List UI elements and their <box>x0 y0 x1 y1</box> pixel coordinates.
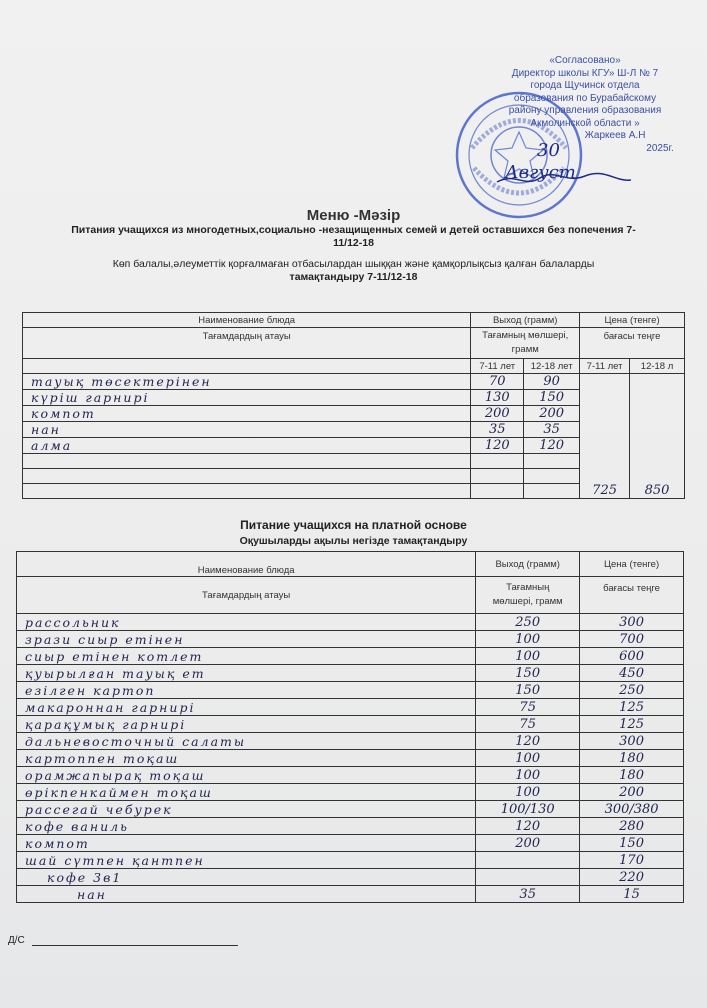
weight-7-11: 200 <box>471 406 524 422</box>
approval-line: города Щучинск отдела <box>530 80 640 91</box>
table-row <box>17 835 684 852</box>
page-title: Меню -Мәзір <box>306 207 401 224</box>
dish-price: 300 <box>580 614 684 631</box>
col-price-ru: Цена (тенге) <box>580 313 685 328</box>
weight-7-11: 70 <box>471 374 524 390</box>
weight-7-11 <box>471 484 524 499</box>
weight-12-18 <box>524 484 580 499</box>
dish-price: 220 <box>580 869 684 886</box>
dish-name: қарақұмық гарнирі <box>17 716 476 733</box>
dish-price: 150 <box>580 835 684 852</box>
dish-name: компот <box>23 406 471 422</box>
dish-name <box>23 454 471 469</box>
table-row <box>17 818 684 835</box>
signature-month: Август <box>505 162 576 183</box>
weight-12-18: 35 <box>524 422 580 438</box>
approval-year: 2025г. <box>646 142 674 154</box>
col-name-kz: Тағамдардың атауы <box>17 577 476 614</box>
dish-weight: 100 <box>476 631 580 648</box>
subtitle-kz-line2: тамақтандыру 7-11/12-18 <box>289 271 418 283</box>
col-name-kz: Тағамдардың атауы <box>23 328 471 359</box>
table-row <box>17 750 684 767</box>
dish-price: 125 <box>580 716 684 733</box>
dish-name: өрікпенкаймен тоқаш <box>17 784 476 801</box>
approval-line: Жаркеев А.Н <box>584 130 646 141</box>
table-row <box>17 886 684 903</box>
menu-table-paid <box>16 551 684 903</box>
dish-price: 700 <box>580 631 684 648</box>
dish-name: кофе ваниль <box>17 818 476 835</box>
weight-7-11: 120 <box>471 438 524 454</box>
dish-name: шай сүтпен қантпен <box>17 852 476 869</box>
dish-price: 125 <box>580 699 684 716</box>
approval-line: «Согласовано» <box>549 55 621 66</box>
paid-section-subtitle: Оқушыларды ақылы негізде тамақтандыру <box>239 535 468 547</box>
col-name-ru: Наименование блюда <box>17 552 476 577</box>
dish-price: 280 <box>580 818 684 835</box>
dish-price: 450 <box>580 665 684 682</box>
dish-price: 15 <box>580 886 684 903</box>
col-out-ru: Выход (грамм) <box>471 313 580 328</box>
table-row <box>17 767 684 784</box>
subtitle-kz-line1: Көп балалы,әлеуметтік қорғалмаған отбасылардан шыққан және қамқорлықсыз қалған балаларды <box>112 258 595 270</box>
dish-name: езілген картоп <box>17 682 476 699</box>
paid-section-title: Питание учащихся на платной основе <box>240 518 467 532</box>
table-row <box>17 665 684 682</box>
dish-name: компот <box>17 835 476 852</box>
col-price-kz: бағасы теңге <box>580 328 685 359</box>
subtitle-ru: Питания учащихся из многодетных,социально -незащищенных семей и детей оставшихся без попечения 7-11/12-18 <box>71 224 636 249</box>
dish-name: қуырылған тауық ет <box>17 665 476 682</box>
dish-name: картоппен тоқаш <box>17 750 476 767</box>
dish-weight: 100 <box>476 767 580 784</box>
dish-price: 180 <box>580 750 684 767</box>
table-row <box>23 374 685 390</box>
dish-weight: 150 <box>476 665 580 682</box>
price-12-18: 850 <box>630 374 685 499</box>
dish-name: тауық төсектерінен <box>23 374 471 390</box>
dish-name: сиыр етінен котлет <box>17 648 476 665</box>
dish-weight: 75 <box>476 716 580 733</box>
table-row <box>17 716 684 733</box>
dish-price: 300/380 <box>580 801 684 818</box>
col-out-ru: Выход (грамм) <box>476 552 580 577</box>
dish-name: рассольник <box>17 614 476 631</box>
dish-weight <box>476 852 580 869</box>
col-name-ru: Наименование блюда <box>23 313 471 328</box>
subtitle-kz <box>0 258 707 284</box>
table-row <box>17 631 684 648</box>
table-row <box>17 699 684 716</box>
col-price-kz: бағасы теңге <box>580 577 684 614</box>
dish-weight: 100 <box>476 648 580 665</box>
signature-scribble-icon <box>495 170 635 190</box>
age-7-11: 7-11 лет <box>471 359 524 374</box>
official-stamp-icon <box>452 88 586 222</box>
ds-signature-line <box>32 945 238 946</box>
approval-line: району управления образования <box>508 105 662 116</box>
dish-name: кофе 3в1 <box>17 869 476 886</box>
dish-name: дальневосточный салаты <box>17 733 476 750</box>
dish-weight: 120 <box>476 818 580 835</box>
dish-name: зрази сиыр етінен <box>17 631 476 648</box>
dish-name: күріш гарнирі <box>23 390 471 406</box>
table-row <box>17 784 684 801</box>
dish-weight: 100 <box>476 784 580 801</box>
dish-price: 180 <box>580 767 684 784</box>
approval-line: Акмолинской области » <box>530 117 640 129</box>
dish-weight: 150 <box>476 682 580 699</box>
empty-cell <box>23 359 471 374</box>
approval-line: Директор школы КГУ» Ш-Л № 7 <box>511 67 659 79</box>
weight-7-11: 35 <box>471 422 524 438</box>
age-12-18-price: 12-18 л <box>630 359 685 374</box>
weight-12-18: 150 <box>524 390 580 406</box>
dish-weight: 100/130 <box>476 801 580 818</box>
age-7-11-price: 7-11 лет <box>580 359 630 374</box>
table-row <box>17 614 684 631</box>
dish-name: алма <box>23 438 471 454</box>
weight-12-18: 90 <box>524 374 580 390</box>
approval-line: образования по Бурабайскому <box>513 92 657 104</box>
col-price-ru: Цена (тенге) <box>580 552 684 577</box>
dish-price: 300 <box>580 733 684 750</box>
dish-price: 170 <box>580 852 684 869</box>
dish-weight: 35 <box>476 886 580 903</box>
dish-name: нан <box>23 422 471 438</box>
dish-price: 250 <box>580 682 684 699</box>
table-row <box>17 648 684 665</box>
signature-day: 30 <box>537 140 560 161</box>
dish-weight: 120 <box>476 733 580 750</box>
weight-7-11: 130 <box>471 390 524 406</box>
dish-name <box>23 484 471 499</box>
age-12-18: 12-18 лет <box>524 359 580 374</box>
weight-7-11 <box>471 469 524 484</box>
weight-12-18: 200 <box>524 406 580 422</box>
dish-price: 200 <box>580 784 684 801</box>
dish-weight <box>476 869 580 886</box>
dish-name <box>23 469 471 484</box>
ds-label: Д/С <box>8 935 25 946</box>
col-out-kz: Тағамның мөлшері, грамм <box>476 577 580 614</box>
dish-name: орамжапырақ тоқаш <box>17 767 476 784</box>
table-row <box>17 852 684 869</box>
table-row <box>17 682 684 699</box>
weight-12-18 <box>524 454 580 469</box>
price-7-11: 725 <box>580 374 630 499</box>
menu-table-subsidized <box>22 312 685 499</box>
dish-name: нан <box>17 886 476 903</box>
weight-12-18: 120 <box>524 438 580 454</box>
dish-price: 600 <box>580 648 684 665</box>
table-row <box>17 869 684 886</box>
weight-7-11 <box>471 454 524 469</box>
dish-weight: 75 <box>476 699 580 716</box>
dish-name: рассегай чебурек <box>17 801 476 818</box>
dish-name: макароннан гарнирі <box>17 699 476 716</box>
dish-weight: 100 <box>476 750 580 767</box>
dish-weight: 200 <box>476 835 580 852</box>
weight-12-18 <box>524 469 580 484</box>
table-row <box>17 801 684 818</box>
dish-weight: 250 <box>476 614 580 631</box>
table-row <box>17 733 684 750</box>
col-out-kz: Тағамның мөлшері, грамм <box>471 328 580 359</box>
